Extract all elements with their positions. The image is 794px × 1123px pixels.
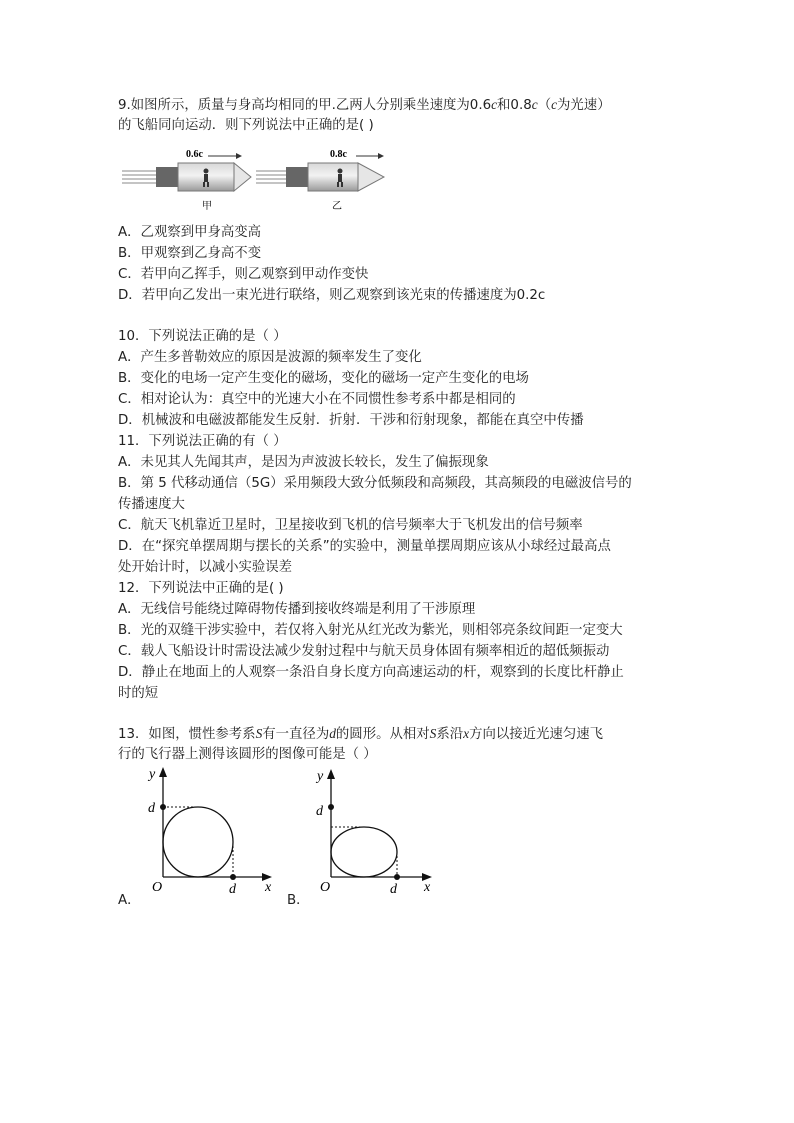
q10-option-a: A．产生多普勒效应的原因是波源的频率发生了变化	[118, 350, 422, 365]
q12-option-b: B．光的双缝干涉实验中，若仅将入射光从红光改为紫光，则相邻亮条纹间距一定变大	[118, 623, 623, 638]
q9-option-d: D．若甲向乙发出一束光进行联络，则乙观察到该光束的传播速度为0.2c	[118, 288, 546, 303]
svg-text:d: d	[229, 882, 236, 893]
q12-option-d: D．静止在地面上的人观察一条沿自身长度方向高速运动的杆，观察到的长度比杆静止	[118, 665, 624, 680]
q11-option-b-cont: 传播速度大	[118, 497, 185, 512]
rocket-label-b: 乙	[332, 201, 342, 211]
q12-option-a: A．无线信号能绕过障碍物传播到接收终端是利用了干涉原理	[118, 602, 476, 617]
q11-option-d-cont: 处开始计时，以减小实验误差	[118, 560, 293, 575]
q9-stem-line2: 的飞船同向运动．则下列说法中正确的是( )	[118, 118, 374, 133]
y-axis-arrow-icon	[327, 769, 335, 779]
q10-option-c: C．相对论认为：真空中的光速大小在不同惯性参考系中都是相同的	[118, 392, 516, 407]
y-axis-arrow-icon	[159, 767, 167, 777]
q11-option-d: D．在“探究单摆周期与摆长的关系”的实验中，测量单摆周期应该从小球经过最高点	[118, 539, 611, 554]
q13-option-b: B．	[287, 893, 310, 908]
q11-option-b: B．第 5 代移动通信（5G）采用频段大致分低频段和高频段，其高频段的电磁波信号的	[118, 476, 632, 491]
q10-stem: 10．下列说法正确的是（ ）	[118, 329, 287, 344]
q12-option-d-cont: 时的短	[118, 686, 159, 701]
q13-stem-line1: 13．如图，惯性参考系S有一直径为d的圆形。从相对S系沿x方向以接近光速匀速飞	[118, 726, 603, 742]
q13-figure-a	[140, 763, 280, 893]
arrow-right-icon	[378, 153, 384, 159]
arrow-right-icon	[236, 153, 242, 159]
svg-text:d: d	[316, 804, 323, 819]
q12-option-c: C．载人飞船设计时需设法减少发射过程中与航天员身体固有频率相近的超低频振动	[118, 644, 610, 659]
q13-figure-b	[308, 763, 448, 893]
svg-text:d: d	[390, 882, 397, 893]
q9-option-a: A．乙观察到甲身高变高	[118, 225, 262, 240]
q13-stem-line2: 行的飞行器上测得该圆形的图像可能是（ ）	[118, 747, 377, 762]
q11-option-c: C．航天飞机靠近卫星时，卫星接收到飞机的信号频率大于飞机发出的信号频率	[118, 518, 583, 533]
svg-text:x: x	[265, 880, 272, 893]
svg-text:O: O	[152, 880, 163, 893]
svg-text:x: x	[424, 880, 431, 893]
ellipse-shape	[331, 827, 397, 877]
svg-text:y: y	[149, 767, 156, 782]
rocket-b	[256, 153, 384, 191]
q9-option-c: C．若甲向乙挥手，则乙观察到甲动作变快	[118, 267, 369, 282]
speed-label-b: 0.8c	[330, 149, 347, 160]
q11-option-a: A．未见其人先闻其声，是因为声波波长较长，发生了偏振现象	[118, 455, 489, 470]
rocket-label-a: 甲	[202, 201, 212, 211]
q10-option-d: D．机械波和电磁波都能发生反射．折射．干涉和衍射现象，都能在真空中传播	[118, 413, 584, 428]
q9-rocket-figure	[118, 143, 393, 211]
q11-stem: 11．下列说法正确的有（ ）	[118, 434, 287, 449]
q9-option-b: B．甲观察到乙身高不变	[118, 246, 262, 261]
svg-text:O: O	[320, 880, 331, 893]
svg-text:y: y	[317, 769, 324, 784]
q13-option-a: A．	[118, 893, 141, 908]
q12-stem: 12．下列说法中正确的是( )	[118, 581, 284, 596]
q10-option-b: B．变化的电场一定产生变化的磁场，变化的磁场一定产生变化的电场	[118, 371, 529, 386]
speed-label-a: 0.6c	[186, 149, 203, 160]
q9-stem-line1: 9.如图所示，质量与身高均相同的甲.乙两人分别乘坐速度为0.6c和0.8c（c为光速）	[118, 97, 611, 113]
circle-shape	[163, 807, 233, 877]
svg-text:d: d	[148, 801, 155, 816]
